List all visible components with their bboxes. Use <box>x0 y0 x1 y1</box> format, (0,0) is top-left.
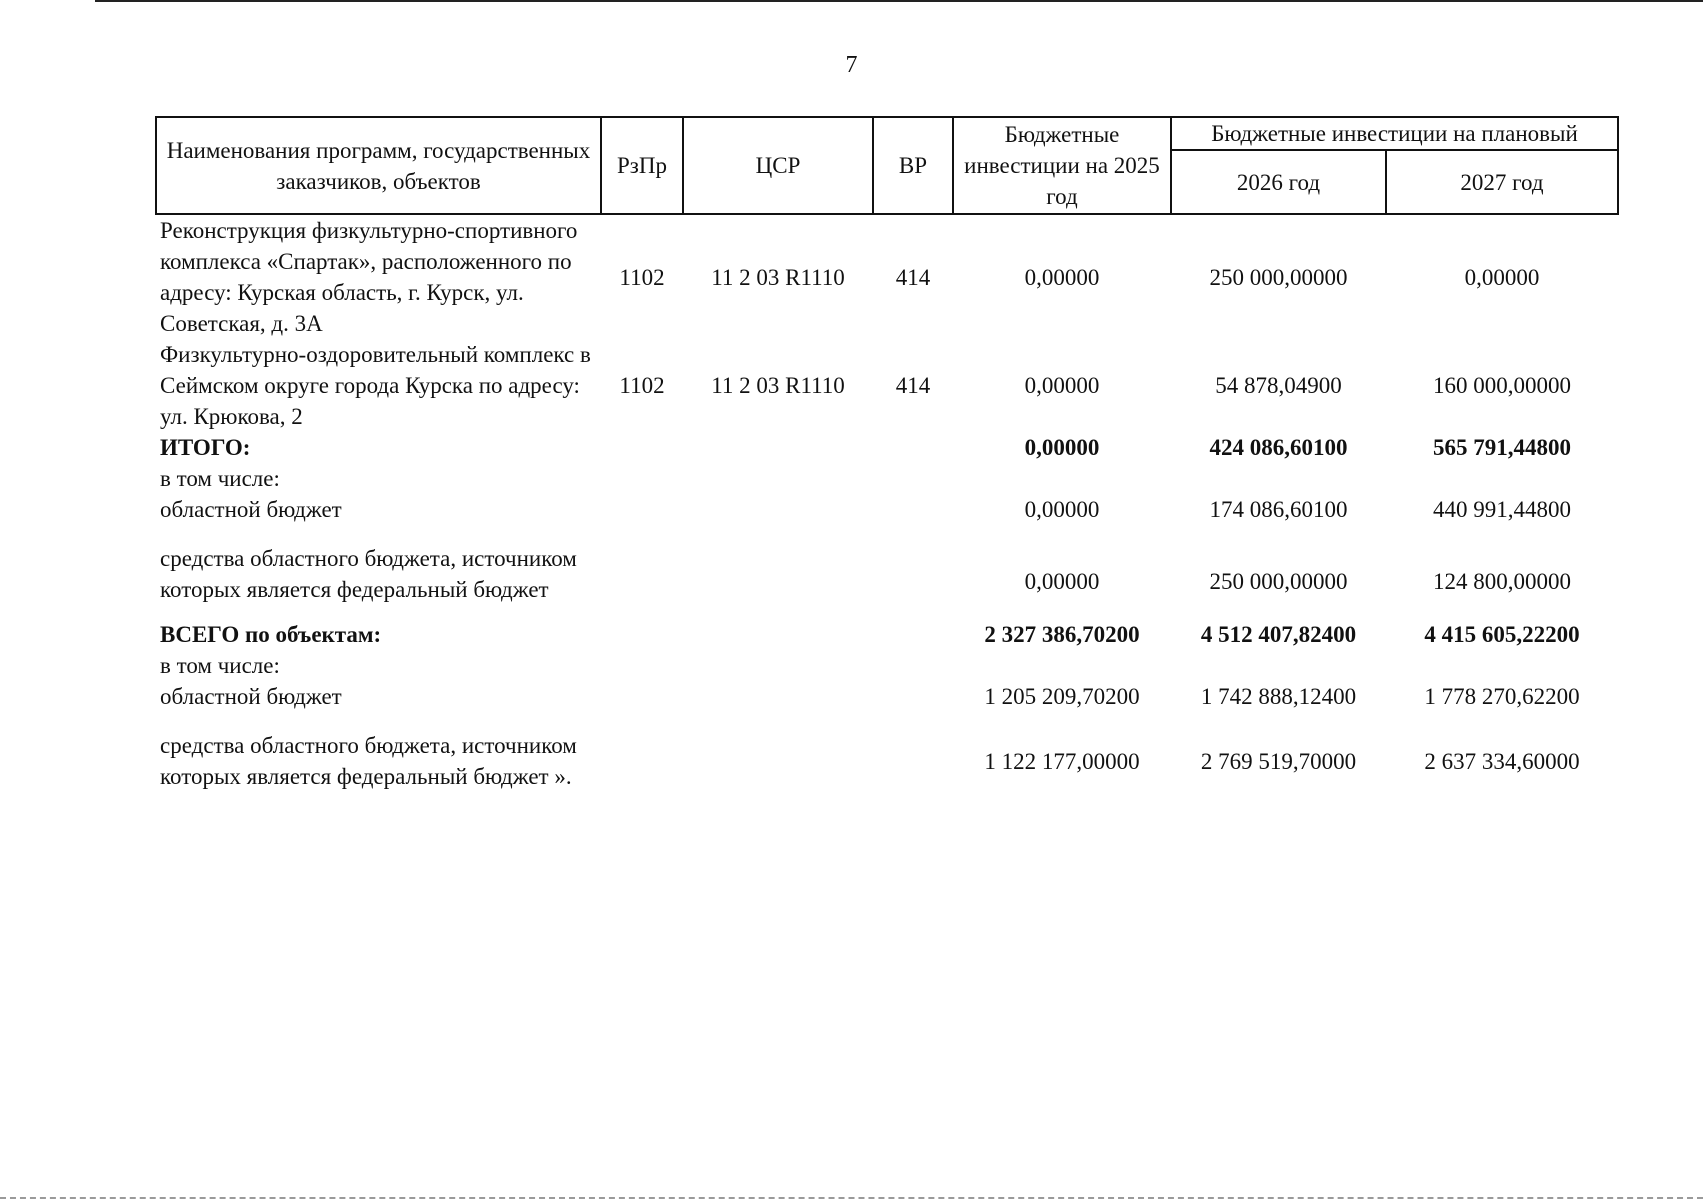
itogo-regional-2025: 0,00000 <box>1024 497 1100 522</box>
object-name: Реконструкция физкультурно-спортивного комплекса «Спартак», расположенного по адресу: Курская область, г. Курск, ул. Советская, д. 3А <box>160 218 578 336</box>
vsego-including-row <box>156 650 1618 681</box>
vsego-regional-2026: 1 742 888,12400 <box>1200 684 1357 709</box>
value-2025: 0,00000 <box>1024 373 1100 398</box>
vsego-regional-2027: 1 778 270,62200 <box>1424 684 1580 709</box>
table-header-row <box>156 117 1618 150</box>
itogo-federal-2026: 250 000,00000 <box>1209 568 1348 594</box>
value-2026: 250 000,00000 <box>1209 264 1348 290</box>
itogo-federal-label: средства областного бюджета, источником которых является федеральный бюджет <box>160 546 577 602</box>
rzpr-code: 1102 <box>619 264 665 290</box>
vsego-regional-row <box>156 681 1618 730</box>
itogo-regional-row <box>156 494 1618 543</box>
vsego-federal-2026: 2 769 519,70000 <box>1200 748 1357 774</box>
value-2027: 0,00000 <box>1464 264 1540 290</box>
itogo-federal-row <box>156 543 1618 619</box>
itogo-including-row <box>156 463 1618 494</box>
csr-code: 11 2 03 R1110 <box>711 264 845 290</box>
header-vr: ВР <box>873 117 953 214</box>
itogo-regional-2026: 174 086,60100 <box>1209 497 1348 522</box>
itogo-2025: 0,00000 <box>1024 435 1100 460</box>
vsego-2027: 4 415 605,22200 <box>1424 622 1580 647</box>
vr-code: 414 <box>895 373 931 398</box>
itogo-federal-2027: 124 800,00000 <box>1433 568 1571 594</box>
object-name: Физкультурно-оздоровительный комплекс в Сеймском округе города Курска по адресу: ул. Крюкова, 2 <box>160 342 591 429</box>
scan-edge-top <box>95 0 1703 2</box>
page-number: 7 <box>845 52 858 78</box>
itogo-regional-2027: 440 991,44800 <box>1433 497 1571 522</box>
vsego-including-label: в том числе: <box>160 653 280 678</box>
rzpr-code: 1102 <box>619 373 665 398</box>
value-2027: 160 000,00000 <box>1433 373 1571 398</box>
itogo-federal-2025: 0,00000 <box>1024 568 1100 594</box>
itogo-2026: 424 086,60100 <box>1209 435 1348 460</box>
itogo-regional-label: областной бюджет <box>160 497 342 522</box>
value-2025: 0,00000 <box>1024 264 1100 290</box>
value-2026: 54 878,04900 <box>1215 373 1342 398</box>
header-2026: 2026 год <box>1171 150 1386 214</box>
table-row <box>156 214 1618 339</box>
vsego-federal-2027: 2 637 334,60000 <box>1424 748 1580 774</box>
itogo-2027: 565 791,44800 <box>1433 435 1571 460</box>
itogo-label: ИТОГО: <box>160 435 251 460</box>
csr-code: 11 2 03 R1110 <box>711 373 845 398</box>
header-2027: 2027 год <box>1386 150 1618 214</box>
header-planned-period: Бюджетные инвестиции на плановый <box>1171 117 1618 150</box>
header-2025: Бюджетные инвестиции на 2025 год <box>953 117 1171 214</box>
itogo-row <box>156 432 1618 463</box>
header-rzpr: РзПр <box>601 117 683 214</box>
scan-edge-bottom <box>0 1197 1703 1199</box>
vsego-2026: 4 512 407,82400 <box>1200 622 1357 647</box>
vsego-federal-label: средства областного бюджета, источником которых является федеральный бюджет ». <box>160 733 577 789</box>
vsego-federal-row <box>156 730 1618 792</box>
vsego-row <box>156 619 1618 650</box>
vr-code: 414 <box>895 264 931 290</box>
vsego-federal-2025: 1 122 177,00000 <box>984 748 1140 774</box>
vsego-regional-2025: 1 205 209,70200 <box>984 684 1140 709</box>
budget-investments-table <box>155 116 1619 792</box>
vsego-2025: 2 327 386,70200 <box>984 622 1140 647</box>
header-csr: ЦСР <box>683 117 873 214</box>
itogo-including-label: в том числе: <box>160 466 280 491</box>
vsego-label: ВСЕГО по объектам: <box>160 622 382 647</box>
table-row <box>156 339 1618 432</box>
vsego-regional-label: областной бюджет <box>160 684 342 709</box>
header-name: Наименования программ, государственных заказчиков, объектов <box>156 117 601 214</box>
